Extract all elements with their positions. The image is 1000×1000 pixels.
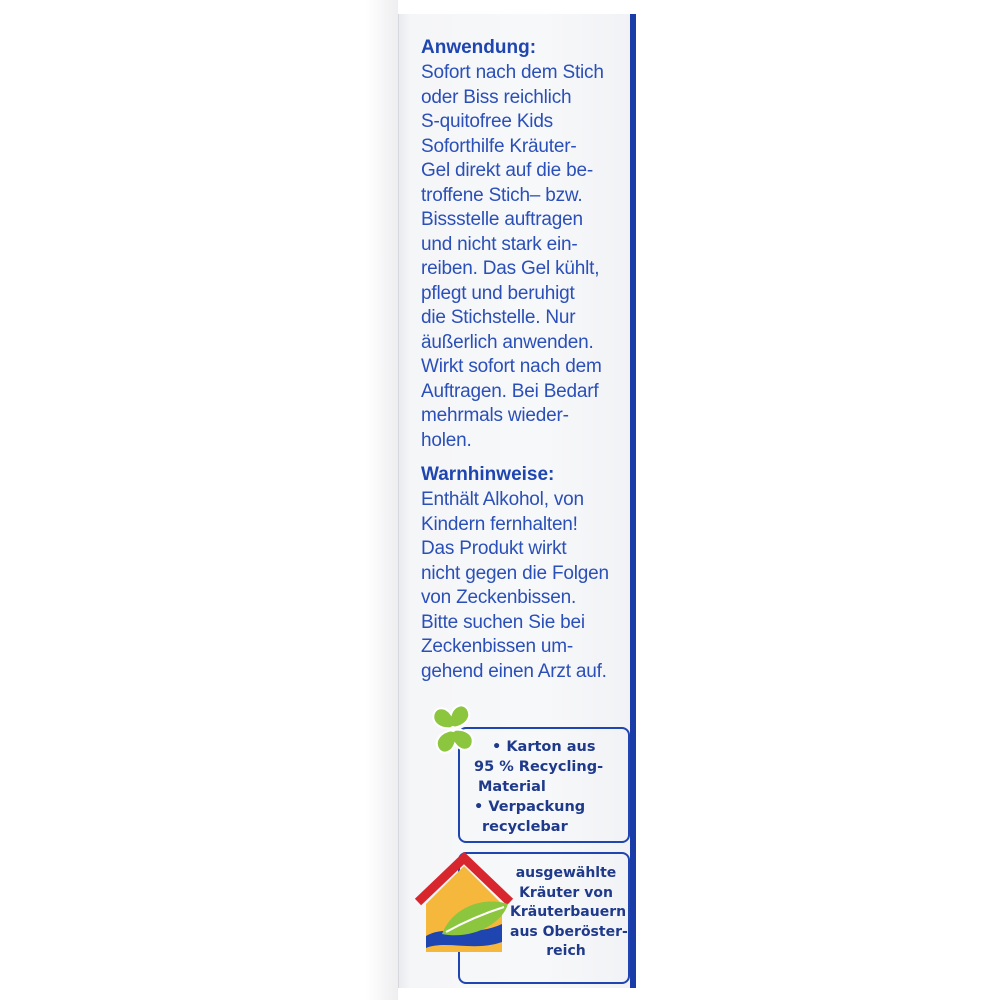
application-line: Auftragen. Bei Bedarf bbox=[421, 380, 599, 402]
application-line: pflegt und beruhigt bbox=[421, 282, 575, 304]
eco-line: • Verpackung bbox=[474, 799, 586, 815]
application-line: holen. bbox=[421, 429, 472, 451]
eco-line: recyclebar bbox=[482, 819, 568, 835]
eco-line: Material bbox=[478, 779, 546, 795]
warnings-line: von Zeckenbissen. bbox=[421, 587, 577, 608]
warnings-line: nicht gegen die Folgen bbox=[421, 562, 609, 584]
herb-line: aus Oberöster- bbox=[510, 923, 628, 940]
background-left bbox=[0, 0, 398, 1000]
herb-line: Kräuter von bbox=[519, 884, 613, 901]
application-line: oder Biss reichlich bbox=[421, 86, 572, 108]
eco-line: • Karton aus bbox=[492, 739, 596, 755]
application-line: und nicht stark ein- bbox=[421, 233, 578, 255]
text-column bbox=[421, 36, 631, 684]
section-gap bbox=[421, 453, 631, 463]
warnings-heading: Warnhinweise: bbox=[421, 464, 555, 485]
warnings-line: Das Produkt wirkt bbox=[421, 538, 567, 559]
herb-line: Kräuterbauern bbox=[510, 904, 627, 920]
application-line: die Stichstelle. Nur bbox=[421, 307, 576, 328]
house-leaf-icon bbox=[412, 852, 522, 962]
herb-line: reich bbox=[546, 943, 586, 959]
application-line: reiben. Das Gel kühlt, bbox=[421, 258, 600, 279]
herb-badge-text bbox=[510, 864, 628, 962]
warnings-line: Kindern fernhalten! bbox=[421, 513, 578, 535]
eco-line: 95 % Recycling- bbox=[474, 759, 604, 775]
warnings-line: Zeckenbissen um- bbox=[421, 636, 574, 657]
application-line: äußerlich anwenden. bbox=[421, 331, 594, 353]
application-line: Wirkt sofort nach dem bbox=[421, 356, 602, 377]
application-line: troffene Stich– bzw. bbox=[421, 184, 583, 206]
warnings-line: gehend einen Arzt auf. bbox=[421, 660, 607, 682]
warnings-line: Bitte suchen Sie bei bbox=[421, 611, 585, 633]
application-heading: Anwendung: bbox=[421, 37, 537, 58]
application-line: Sofort nach dem Stich bbox=[421, 62, 604, 83]
eco-badge-text bbox=[474, 737, 624, 837]
herb-line: ausgewählte bbox=[515, 865, 617, 881]
application-line: Soforthilfe Kräuter- bbox=[421, 135, 577, 157]
warnings-line: Enthält Alkohol, von bbox=[421, 489, 584, 510]
application-line: Bissstelle auftragen bbox=[421, 209, 583, 230]
application-line: Gel direkt auf die be- bbox=[421, 160, 593, 181]
application-line: S-quitofree Kids bbox=[421, 111, 553, 132]
application-line: mehrmals wieder- bbox=[421, 405, 569, 426]
